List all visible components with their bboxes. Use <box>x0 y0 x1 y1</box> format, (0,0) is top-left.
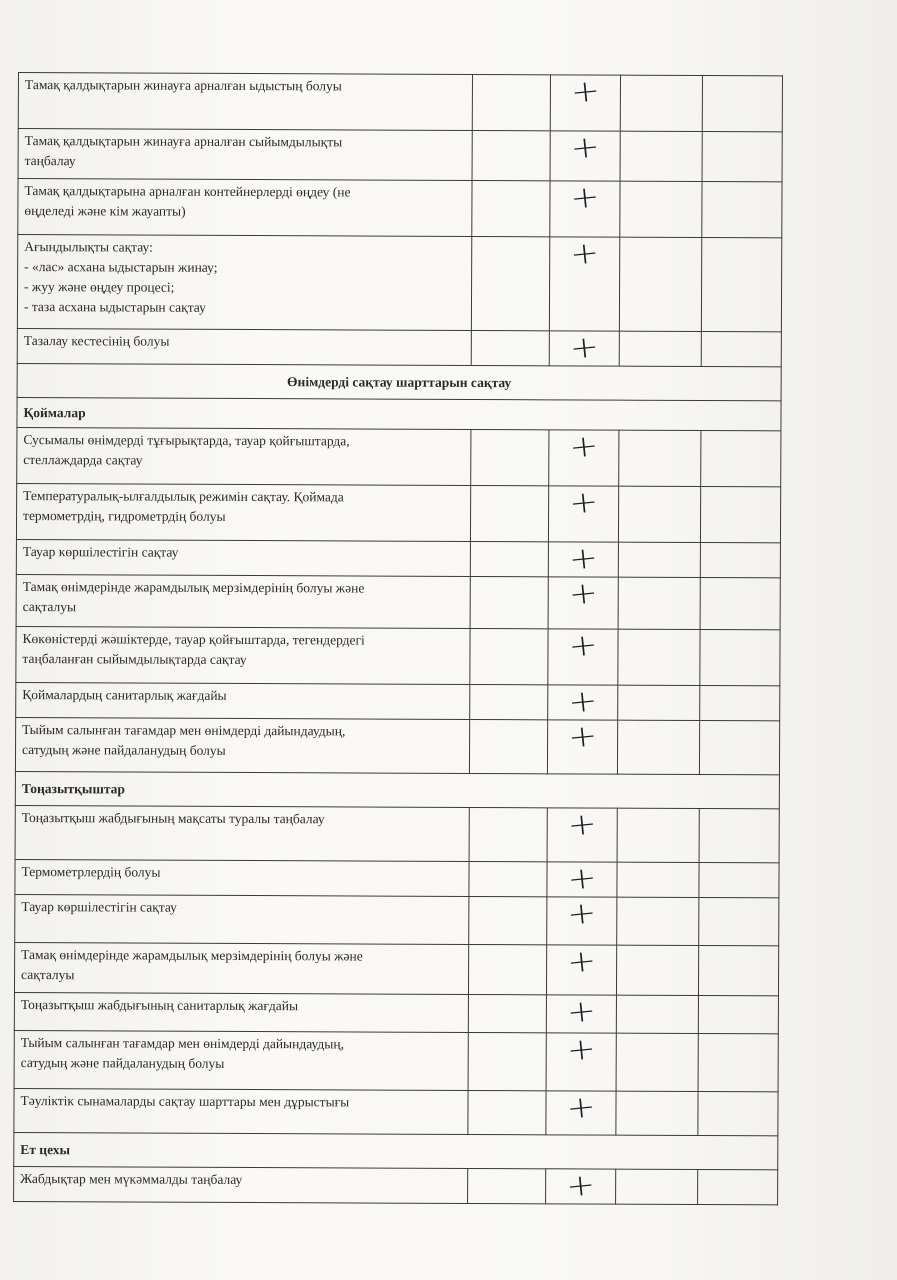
handwritten-plus-mark: + <box>565 1031 598 1069</box>
yes-mark-cell <box>549 331 619 366</box>
empty-mark-cell <box>620 181 702 237</box>
handwritten-plus-mark: + <box>568 329 601 367</box>
empty-mark-cell <box>470 576 548 628</box>
checklist-row <box>16 574 780 629</box>
criterion-text: Тамақ өнімдерінде жарамдылық мерзімдерінің болуы және <box>21 947 363 964</box>
criterion-text: Термометрлердің болуы <box>21 864 161 880</box>
empty-mark-cell <box>698 1169 778 1204</box>
criterion-text: Тауар көршілестігін сақтау <box>22 544 179 560</box>
criterion-cell <box>18 129 472 181</box>
criterion-text: Тыйым салынған тағамдар мен өнімдерді дайындаудың, <box>22 722 346 739</box>
criterion-cell <box>15 859 469 896</box>
empty-mark-cell <box>617 862 699 897</box>
yes-mark-cell <box>550 181 620 237</box>
empty-mark-cell <box>616 995 698 1033</box>
yes-mark-cell <box>549 237 619 331</box>
handwritten-plus-mark: + <box>566 627 600 665</box>
criterion-cell <box>14 1166 468 1203</box>
criterion-text: - жуу және өңдеу процесі; <box>24 279 175 295</box>
criterion-cell <box>17 235 471 331</box>
checklist-row <box>18 179 782 238</box>
handwritten-plus-mark: + <box>566 718 599 756</box>
subsection-title: Тоңазытқыштар <box>15 771 779 808</box>
empty-mark-cell <box>618 629 700 685</box>
empty-mark-cell <box>698 945 778 995</box>
criterion-text: сақталуы <box>22 599 77 615</box>
criterion-text: Тәуліктік сынамаларды сақтау шарттары мен дұрыстығы <box>20 1093 350 1110</box>
yes-mark-cell <box>550 131 620 181</box>
yes-mark-cell <box>546 1033 616 1091</box>
empty-mark-cell <box>469 861 547 896</box>
criterion-cell <box>17 427 471 485</box>
empty-mark-cell <box>470 485 548 541</box>
handwritten-plus-mark: + <box>565 993 598 1031</box>
empty-mark-cell <box>469 896 547 944</box>
criterion-text: сатудың және пайдаланудың болуы <box>22 742 226 758</box>
criterion-text: Тамақ өнімдерінде жарамдылық мерзімдерінің болуы және <box>22 579 365 596</box>
criterion-text: - таза асхана ыдыстарын сақтау <box>23 299 206 315</box>
empty-mark-cell <box>616 1169 698 1204</box>
criterion-cell <box>14 992 468 1032</box>
yes-mark-cell <box>550 75 620 131</box>
criterion-text: Тамақ қалдықтарына арналған контейнерлерді өңдеу (не <box>24 183 351 200</box>
criterion-cell <box>16 574 470 628</box>
criterion-cell <box>14 1088 468 1134</box>
criterion-text: таңбалау <box>24 153 76 169</box>
handwritten-plus-mark: + <box>566 806 599 844</box>
criterion-text: Тыйым салынған тағамдар мен өнімдерді дайындаудың, <box>20 1035 345 1052</box>
empty-mark-cell <box>468 1090 546 1134</box>
empty-mark-cell <box>699 897 779 945</box>
checklist-row <box>16 539 780 577</box>
criterion-cell <box>14 1030 468 1090</box>
yes-mark-cell <box>546 1169 616 1204</box>
handwritten-plus-mark: + <box>567 428 600 466</box>
subsection-title: Ет цехы <box>14 1132 778 1169</box>
checklist-row <box>15 717 779 774</box>
checklist-row <box>14 1166 778 1204</box>
empty-mark-cell <box>616 1091 698 1135</box>
empty-mark-cell <box>468 1032 546 1090</box>
empty-mark-cell <box>620 131 702 181</box>
empty-mark-cell <box>698 995 778 1033</box>
empty-mark-cell <box>472 74 550 130</box>
empty-mark-cell <box>701 237 781 331</box>
criterion-text: Тоңазытқыш жабдығының санитарлық жағдайы <box>20 997 299 1014</box>
empty-mark-cell <box>617 720 699 774</box>
handwritten-plus-mark: + <box>565 943 598 981</box>
yes-mark-cell <box>547 897 617 945</box>
empty-mark-cell <box>618 542 700 577</box>
checklist-row <box>17 328 781 366</box>
empty-mark-cell <box>618 577 700 629</box>
empty-mark-cell <box>617 897 699 945</box>
empty-mark-cell <box>470 541 548 576</box>
checklist-row <box>15 805 779 862</box>
checklist-row <box>15 859 779 897</box>
criterion-text: термометрдің, гидрометрдің болуы <box>23 508 226 524</box>
checklist-body <box>14 73 783 1205</box>
yes-mark-cell <box>547 808 617 862</box>
empty-mark-cell <box>470 684 548 719</box>
criterion-text: Тазалау кестесінің болуы <box>23 333 170 349</box>
empty-mark-cell <box>618 685 700 720</box>
criterion-cell <box>16 539 470 576</box>
criterion-text: Температуралық-ылғалдылық режимін сақтау. Қоймада <box>23 488 344 505</box>
empty-mark-cell <box>620 75 702 131</box>
empty-mark-cell <box>699 720 779 774</box>
empty-mark-cell <box>701 430 781 486</box>
empty-mark-cell <box>700 486 780 542</box>
checklist-row <box>17 427 781 486</box>
criterion-text: Тамақ қалдықтарын жинауға арналған ыдыстың болуы <box>24 77 342 94</box>
empty-mark-cell <box>699 862 779 897</box>
criterion-text: Көкөністерді жәшіктерде, тауар қойғыштарда, тегендердегі <box>22 631 365 648</box>
yes-mark-cell <box>547 862 617 897</box>
handwritten-plus-mark: + <box>565 860 599 898</box>
criterion-cell <box>18 179 472 237</box>
checklist-row <box>16 483 780 542</box>
empty-mark-cell <box>616 945 698 995</box>
yes-mark-cell <box>546 1091 616 1135</box>
yes-mark-cell <box>549 430 619 486</box>
empty-mark-cell <box>700 685 780 720</box>
criterion-text: сақталуы <box>21 967 75 983</box>
empty-mark-cell <box>618 486 700 542</box>
checklist-row <box>18 73 782 132</box>
criterion-text: стеллаждарда сақтау <box>23 452 143 468</box>
handwritten-plus-mark: + <box>569 73 602 111</box>
handwritten-plus-mark: + <box>564 1167 597 1205</box>
handwritten-plus-mark: + <box>567 484 600 522</box>
empty-mark-cell <box>468 1168 546 1203</box>
empty-mark-cell <box>468 944 546 994</box>
empty-mark-cell <box>700 577 780 629</box>
handwritten-plus-mark: + <box>568 129 602 167</box>
empty-mark-cell <box>619 430 701 486</box>
empty-mark-cell <box>702 131 782 181</box>
criterion-text: Қоймалардың санитарлық жағдайы <box>22 687 227 703</box>
criterion-cell <box>16 682 470 719</box>
empty-mark-cell <box>471 236 549 330</box>
yes-mark-cell <box>548 685 618 720</box>
empty-mark-cell <box>472 130 550 180</box>
empty-mark-cell <box>471 429 549 485</box>
empty-mark-cell <box>469 719 547 773</box>
checklist-row <box>14 1088 778 1135</box>
criterion-cell <box>16 626 470 684</box>
criterion-cell <box>17 328 471 365</box>
handwritten-plus-mark: + <box>568 179 602 217</box>
yes-mark-cell <box>548 577 618 629</box>
checklist-row <box>18 129 782 182</box>
yes-mark-cell <box>546 995 616 1033</box>
empty-mark-cell <box>700 542 780 577</box>
criterion-text: - «лас» асхана ыдыстарын жинау; <box>24 259 218 275</box>
empty-mark-cell <box>702 75 782 131</box>
empty-mark-cell <box>700 629 780 685</box>
criterion-cell <box>14 942 468 994</box>
subsection-header-row <box>17 397 781 430</box>
empty-mark-cell <box>472 180 550 236</box>
section-title: Өнімдерді сақтау шарттарын сақтау <box>17 363 781 400</box>
subsection-header-row <box>14 1132 778 1169</box>
section-header-row <box>17 363 781 400</box>
criterion-text: Жабдықтар мен мүкәммалды таңбалау <box>20 1171 243 1187</box>
criterion-text: Сусымалы өнімдерді тұғырықтарда, тауар қойғыштарда, <box>23 432 350 449</box>
checklist-row <box>14 1030 778 1091</box>
empty-mark-cell <box>469 807 547 861</box>
checklist-row <box>14 992 778 1033</box>
criterion-text: таңбаланған сыйымдылықтарда сақтау <box>22 651 247 668</box>
handwritten-plus-mark: + <box>564 1089 598 1127</box>
empty-mark-cell <box>698 1033 778 1091</box>
yes-mark-cell <box>547 720 617 774</box>
criterion-cell <box>15 805 469 861</box>
empty-mark-cell <box>702 181 782 237</box>
empty-mark-cell <box>471 330 549 365</box>
yes-mark-cell <box>546 945 616 995</box>
criterion-cell <box>15 894 469 944</box>
criterion-text: Тамақ қалдықтарын жинауға арналған сыйымдылықты <box>24 133 343 150</box>
criterion-text: өңделеді және кім жауапты) <box>24 203 186 219</box>
criterion-cell <box>15 717 469 773</box>
empty-mark-cell <box>617 808 699 862</box>
yes-mark-cell <box>548 542 618 577</box>
checklist-row <box>16 626 780 685</box>
criterion-cell <box>16 483 470 541</box>
checklist-row <box>17 235 781 332</box>
criterion-cell <box>18 73 472 131</box>
checklist-row <box>16 682 780 720</box>
checklist-row <box>15 894 779 945</box>
handwritten-plus-mark: + <box>566 683 599 721</box>
empty-mark-cell <box>619 237 701 331</box>
empty-mark-cell <box>619 331 701 366</box>
checklist-table <box>13 72 783 1205</box>
empty-mark-cell <box>701 331 781 366</box>
criterion-text: Тоңазытқыш жабдығының мақсаты туралы таңбалау <box>21 810 325 827</box>
handwritten-plus-mark: + <box>568 235 601 273</box>
yes-mark-cell <box>548 486 618 542</box>
handwritten-plus-mark: + <box>567 540 600 578</box>
yes-mark-cell <box>548 629 618 685</box>
subsection-header-row <box>15 771 779 808</box>
criterion-text: сатудың және пайдаланудың болуы <box>20 1055 225 1071</box>
criterion-text: Тауар көршілестігін сақтау <box>21 899 177 915</box>
subsection-title: Қоймалар <box>17 397 781 430</box>
empty-mark-cell <box>699 808 779 862</box>
empty-mark-cell <box>468 994 546 1032</box>
empty-mark-cell <box>616 1033 698 1091</box>
handwritten-plus-mark: + <box>567 575 600 613</box>
checklist-row <box>14 942 778 995</box>
handwritten-plus-mark: + <box>565 895 598 933</box>
empty-mark-cell <box>470 628 548 684</box>
empty-mark-cell <box>698 1091 778 1135</box>
criterion-text: Ағындылықты сақтау: <box>24 239 153 255</box>
